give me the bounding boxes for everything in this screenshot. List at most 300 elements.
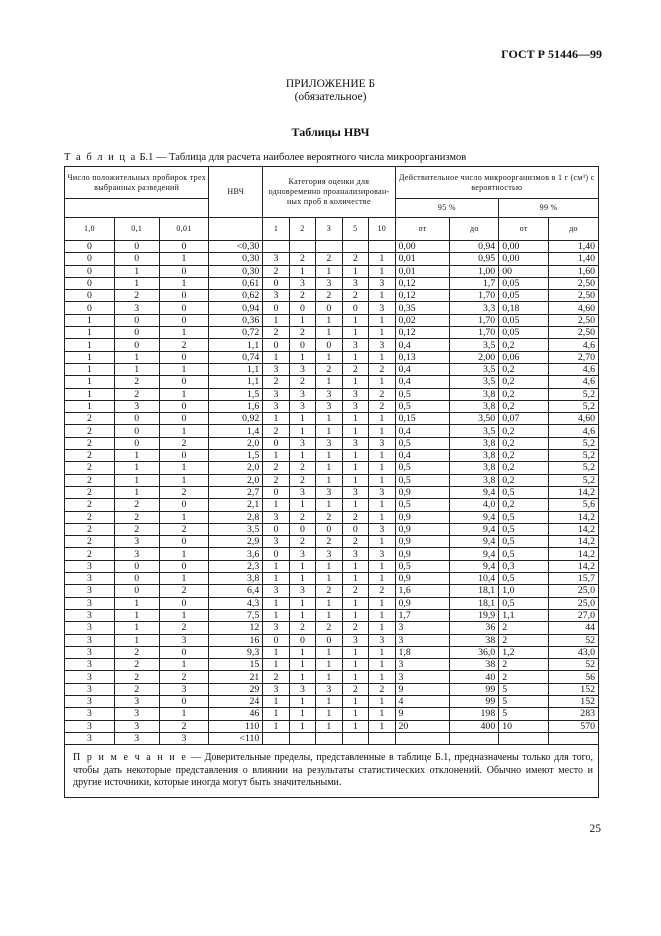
table-cell: 3 — [342, 548, 368, 560]
table-cell: 0,05 — [499, 327, 549, 339]
table-cell: 3 — [342, 486, 368, 498]
table-cell: 3 — [395, 671, 450, 683]
table-cell: 12 — [209, 622, 263, 634]
table-cell: 1 — [289, 314, 315, 326]
table-cell: 3 — [159, 683, 209, 695]
table-cell: 2 — [65, 462, 115, 474]
header-to: до — [450, 218, 499, 241]
table-cell: 0,06 — [499, 351, 549, 363]
header-from: от — [499, 218, 549, 241]
table-row — [65, 339, 599, 351]
table-cell: 0 — [289, 634, 315, 646]
table-cell: 0,94 — [209, 302, 263, 314]
table-cell: 16 — [209, 634, 263, 646]
table-cell: 2 — [159, 585, 209, 597]
table-cell: 14,2 — [549, 536, 599, 548]
table-cell: 0,00 — [395, 241, 450, 253]
table-cell: 3 — [263, 388, 289, 400]
table-row — [65, 314, 599, 326]
table-cell: 1 — [263, 659, 289, 671]
table-cell: 2 — [369, 683, 395, 695]
table-cell: 1 — [289, 560, 315, 572]
table-cell: 4,6 — [549, 363, 599, 375]
table-cell: 3 — [263, 683, 289, 695]
table-cell: 2 — [342, 511, 368, 523]
table-cell: 0 — [263, 486, 289, 498]
table-cell: 3 — [369, 486, 395, 498]
table-cell: 9 — [395, 683, 450, 695]
table-cell: 2 — [114, 659, 159, 671]
table-cell: 1 — [369, 376, 395, 388]
table-cell: 3 — [316, 400, 342, 412]
table-cell — [450, 732, 499, 744]
table-cell: 0,4 — [395, 363, 450, 375]
table-cell: 3 — [369, 634, 395, 646]
table-cell: 3 — [289, 437, 315, 449]
table-cell: 20 — [395, 720, 450, 732]
table-cell: 1 — [342, 560, 368, 572]
table-cell: 1 — [289, 351, 315, 363]
table-cell: 2 — [159, 486, 209, 498]
table-cell: 3,8 — [450, 450, 499, 462]
table-cell — [369, 732, 395, 744]
table-cell: 1 — [65, 400, 115, 412]
table-cell: 3 — [65, 609, 115, 621]
table-cell: 1 — [316, 597, 342, 609]
table-cell: 0 — [263, 339, 289, 351]
table-cell: 0,5 — [499, 597, 549, 609]
table-cell: 3 — [65, 634, 115, 646]
table-cell: 1 — [263, 708, 289, 720]
table-cell: 3 — [65, 560, 115, 572]
table-row — [65, 695, 599, 707]
table-cell: 1 — [159, 327, 209, 339]
table-cell: 3 — [263, 253, 289, 265]
table-cell: 2 — [342, 683, 368, 695]
table-cell: 3 — [65, 732, 115, 744]
table-cell: 1,4 — [209, 425, 263, 437]
table-cell: 1 — [114, 597, 159, 609]
table-cell: 1 — [159, 253, 209, 265]
table-cell: 0,9 — [395, 486, 450, 498]
table-cell: 0,5 — [395, 462, 450, 474]
table-cell: 0 — [159, 314, 209, 326]
table-cell: 38 — [450, 659, 499, 671]
table-row — [65, 327, 599, 339]
table-cell: 1 — [369, 597, 395, 609]
table-cell: 0,9 — [395, 548, 450, 560]
table-cell: 1,1 — [209, 376, 263, 388]
table-cell: 0 — [159, 695, 209, 707]
table-cell: 0,2 — [499, 388, 549, 400]
table-cell: 3 — [65, 573, 115, 585]
table-cell: 0 — [342, 523, 368, 535]
table-cell: 0 — [65, 290, 115, 302]
table-cell: 5 — [499, 708, 549, 720]
table-cell: 1 — [65, 363, 115, 375]
table-cell: 0 — [159, 241, 209, 253]
table-cell: 2 — [159, 720, 209, 732]
header-cat-count: 2 — [289, 218, 315, 241]
table-cell: 3 — [369, 548, 395, 560]
table-cell: 0 — [289, 523, 315, 535]
table-cell — [369, 241, 395, 253]
table-cell: 1 — [369, 474, 395, 486]
table-cell: 1 — [316, 425, 342, 437]
table-cell: 1 — [369, 708, 395, 720]
table-cell: 1 — [316, 450, 342, 462]
table-row — [65, 499, 599, 511]
table-cell: 0,9 — [395, 511, 450, 523]
table-cell: 0 — [263, 523, 289, 535]
table-cell: 0,2 — [499, 339, 549, 351]
table-cell: 4,6 — [549, 376, 599, 388]
table-cell: 5,2 — [549, 388, 599, 400]
table-cell: 110 — [209, 720, 263, 732]
table-cell: 0,4 — [395, 450, 450, 462]
table-cell: 0,2 — [499, 499, 549, 511]
table-cell: <110 — [209, 732, 263, 744]
table-cell: 2 — [65, 437, 115, 449]
table-cell: 2 — [114, 290, 159, 302]
table-cell: 0,5 — [395, 388, 450, 400]
note-text: — Доверительные пределы, представленные в таблице Б.1, предназначены только для того, чтобы дать некоторые представления о влиянии на результаты статистических отклонений. Обычно имеют место и другие источники, которые иногда могут быть значительными. — [73, 752, 593, 789]
table-cell: 3 — [159, 634, 209, 646]
table-cell: 0,62 — [209, 290, 263, 302]
table-cell: 1 — [342, 720, 368, 732]
table-cell: 2 — [316, 363, 342, 375]
table-cell: 2 — [316, 290, 342, 302]
table-cell: 3 — [316, 548, 342, 560]
table-cell: 3 — [114, 536, 159, 548]
table-cell: 2 — [316, 536, 342, 548]
table-cell: 0 — [159, 499, 209, 511]
table-cell: 3,8 — [450, 437, 499, 449]
table-cell: 1,6 — [209, 400, 263, 412]
table-cell: 2 — [342, 363, 368, 375]
table-cell: 21 — [209, 671, 263, 683]
table-cell: 1 — [159, 573, 209, 585]
table-cell: 1 — [263, 560, 289, 572]
table-cell: 2 — [289, 474, 315, 486]
table-cell: 1 — [369, 609, 395, 621]
table-row — [65, 622, 599, 634]
table-cell: 3 — [289, 277, 315, 289]
table-cell: 1 — [342, 659, 368, 671]
table-cell: 1 — [159, 462, 209, 474]
table-cell: 4 — [395, 695, 450, 707]
table-cell: 14,2 — [549, 560, 599, 572]
table-cell: 2 — [114, 523, 159, 535]
table-cell: 3 — [65, 708, 115, 720]
table-cell: 2 — [342, 253, 368, 265]
table-row — [65, 609, 599, 621]
table-cell: 2 — [263, 671, 289, 683]
table-cell: 24 — [209, 695, 263, 707]
table-cell: 36 — [450, 622, 499, 634]
table-cell: 0,5 — [395, 437, 450, 449]
table-cell: 1,60 — [549, 265, 599, 277]
table-cell: 0,2 — [499, 437, 549, 449]
table-cell: 2,9 — [209, 536, 263, 548]
table-cell: 0 — [65, 241, 115, 253]
table-cell: 2 — [499, 622, 549, 634]
table-cell: 0 — [65, 253, 115, 265]
table-cell: 1 — [316, 499, 342, 511]
table-cell: 10,4 — [450, 573, 499, 585]
table-cell: 3 — [65, 720, 115, 732]
table-cell: 3 — [114, 732, 159, 744]
table-row — [65, 659, 599, 671]
table-cell: 0 — [114, 314, 159, 326]
table-row — [65, 376, 599, 388]
mpn-table — [64, 166, 599, 798]
table-cell: 1 — [289, 659, 315, 671]
table-cell: 2 — [289, 462, 315, 474]
table-cell: 3 — [263, 363, 289, 375]
table-cell: 1 — [114, 462, 159, 474]
table-caption-text: Б.1 — Таблица для расчета наиболее вероятного числа микроорганизмов — [136, 152, 467, 163]
table-cell: 18,1 — [450, 585, 499, 597]
table-cell: 2 — [499, 671, 549, 683]
table-cell: 2 — [263, 425, 289, 437]
table-cell: 0 — [65, 265, 115, 277]
table-cell: 3,5 — [450, 363, 499, 375]
table-cell: 0,4 — [395, 376, 450, 388]
table-cell: 0 — [159, 536, 209, 548]
table-cell: 1 — [114, 609, 159, 621]
table-cell: 1 — [316, 671, 342, 683]
table-row — [65, 634, 599, 646]
table-row — [65, 671, 599, 683]
table-cell: 2 — [114, 499, 159, 511]
table-cell: 0,35 — [395, 302, 450, 314]
table-cell: 3 — [263, 536, 289, 548]
table-cell: 0,5 — [499, 573, 549, 585]
page-number: 25 — [589, 823, 601, 835]
table-cell: 2 — [65, 548, 115, 560]
header-p99: 99 % — [499, 199, 599, 218]
table-cell: 0 — [263, 548, 289, 560]
table-cell: 1 — [114, 474, 159, 486]
table-cell: 1,70 — [450, 290, 499, 302]
table-cell: 1 — [289, 450, 315, 462]
table-row — [65, 425, 599, 437]
table-cell: 570 — [549, 720, 599, 732]
table-cell: 1 — [263, 573, 289, 585]
table-cell: 3 — [65, 659, 115, 671]
table-cell: 3,5 — [450, 339, 499, 351]
table-body — [65, 241, 599, 745]
table-cell: 0,12 — [395, 327, 450, 339]
table-cell: 1 — [289, 413, 315, 425]
table-cell: 0,01 — [395, 265, 450, 277]
table-cell: 1 — [263, 499, 289, 511]
table-cell: 2 — [159, 622, 209, 634]
table-cell: 14,2 — [549, 486, 599, 498]
table-cell: 0 — [263, 437, 289, 449]
table-row — [65, 253, 599, 265]
table-cell: 2 — [65, 499, 115, 511]
table-cell: 2 — [289, 376, 315, 388]
table-cell: 2 — [65, 474, 115, 486]
table-cell: 2 — [159, 437, 209, 449]
header-positive-tubes: Число положительных пробирок трех выбранных разведений — [65, 167, 209, 199]
table-cell: 1 — [342, 646, 368, 658]
table-cell: 1 — [263, 450, 289, 462]
table-row — [65, 363, 599, 375]
table-cell: 1 — [65, 388, 115, 400]
table-cell: 1 — [289, 425, 315, 437]
table-cell: 0,4 — [395, 425, 450, 437]
table-cell: 0 — [316, 634, 342, 646]
table-cell: 14,2 — [549, 511, 599, 523]
table-cell: 3 — [263, 622, 289, 634]
table-cell: 3 — [114, 695, 159, 707]
table-cell: 1 — [114, 634, 159, 646]
table-cell: 1,40 — [549, 241, 599, 253]
table-cell: 1 — [369, 695, 395, 707]
table-cell: 3,5 — [450, 376, 499, 388]
table-cell: 1 — [316, 695, 342, 707]
table-cell: 3 — [316, 683, 342, 695]
table-row — [65, 437, 599, 449]
table-cell: 0 — [316, 339, 342, 351]
header-nvch: НВЧ — [209, 167, 263, 218]
table-cell: 0,2 — [499, 363, 549, 375]
table-cell: 2 — [316, 585, 342, 597]
table-cell: 00 — [499, 265, 549, 277]
table-cell: 1 — [65, 339, 115, 351]
table-cell: 2 — [369, 363, 395, 375]
table-cell: 2 — [65, 425, 115, 437]
table-cell — [289, 241, 315, 253]
table-cell: 1 — [159, 659, 209, 671]
table-cell: 1 — [342, 413, 368, 425]
table-cell: 1 — [159, 388, 209, 400]
table-cell — [289, 732, 315, 744]
table-cell: 2 — [369, 585, 395, 597]
table-cell: 1,2 — [499, 646, 549, 658]
table-cell: 0,9 — [395, 536, 450, 548]
header-cat-count: 10 — [369, 218, 395, 241]
table-cell: 1 — [369, 499, 395, 511]
table-cell: 2 — [65, 511, 115, 523]
table-cell: 3 — [342, 437, 368, 449]
table-cell: 1 — [114, 265, 159, 277]
table-row — [65, 732, 599, 744]
table-cell: 2 — [342, 290, 368, 302]
appendix-heading — [0, 78, 661, 104]
header-p95: 95 % — [395, 199, 499, 218]
table-cell: 3 — [342, 339, 368, 351]
table-cell: 1 — [114, 486, 159, 498]
table-cell: 0 — [114, 585, 159, 597]
table-cell: 3 — [65, 671, 115, 683]
table-row — [65, 597, 599, 609]
table-cell: 1 — [316, 573, 342, 585]
table-cell: 3 — [369, 437, 395, 449]
table-cell: 3 — [289, 585, 315, 597]
table-cell: 5 — [499, 683, 549, 695]
table-cell: 0 — [159, 302, 209, 314]
table-cell: 0 — [114, 573, 159, 585]
table-cell: 0,72 — [209, 327, 263, 339]
table-cell: 43,0 — [549, 646, 599, 658]
table-cell: 18,1 — [450, 597, 499, 609]
table-row — [65, 388, 599, 400]
table-row — [65, 351, 599, 363]
table-cell: 5,2 — [549, 437, 599, 449]
table-cell: 0 — [114, 425, 159, 437]
table-cell: 0 — [263, 634, 289, 646]
table-cell: 400 — [450, 720, 499, 732]
table-cell: 2,50 — [549, 290, 599, 302]
table-row — [65, 302, 599, 314]
table-cell: 0,61 — [209, 277, 263, 289]
table-cell: 0 — [263, 302, 289, 314]
table-cell: 5,2 — [549, 450, 599, 462]
table-cell: 0,2 — [499, 462, 549, 474]
table-cell: 1,00 — [450, 265, 499, 277]
table-cell: 9,4 — [450, 511, 499, 523]
table-cell: 2,0 — [209, 437, 263, 449]
table-row — [65, 708, 599, 720]
table-cell: 3,8 — [450, 474, 499, 486]
table-cell: 0,5 — [395, 400, 450, 412]
table-cell: 152 — [549, 695, 599, 707]
table-cell: 1 — [342, 450, 368, 462]
table-cell: 5,2 — [549, 474, 599, 486]
table-cell: 0 — [263, 277, 289, 289]
table-cell: 3 — [369, 523, 395, 535]
table-cell: 1 — [289, 265, 315, 277]
table-cell: 0,5 — [395, 474, 450, 486]
table-cell: 1 — [263, 695, 289, 707]
table-cell: 3 — [263, 400, 289, 412]
table-cell: 1 — [65, 351, 115, 363]
table-cell: 1 — [369, 560, 395, 572]
table-cell: 4,3 — [209, 597, 263, 609]
table-cell: 1 — [342, 425, 368, 437]
table-cell: 2 — [114, 646, 159, 658]
table-cell: 1 — [369, 450, 395, 462]
table-cell — [316, 732, 342, 744]
table-cell: 0,2 — [499, 400, 549, 412]
table-cell: 0,9 — [395, 573, 450, 585]
table-cell: 3 — [342, 388, 368, 400]
table-cell: 2 — [159, 339, 209, 351]
table-cell: 0 — [316, 523, 342, 535]
table-cell: 0 — [159, 351, 209, 363]
table-cell: 1,70 — [450, 314, 499, 326]
table-cell: 2,8 — [209, 511, 263, 523]
table-cell: 52 — [549, 659, 599, 671]
table-cell: 2 — [65, 450, 115, 462]
table-cell: 1 — [114, 622, 159, 634]
table-cell: 15 — [209, 659, 263, 671]
table-cell: 1,8 — [395, 646, 450, 658]
table-cell: 3 — [395, 634, 450, 646]
table-cell: 1 — [369, 253, 395, 265]
table-cell: 0,5 — [499, 511, 549, 523]
table-cell: 0,9 — [395, 523, 450, 535]
table-cell: 0,18 — [499, 302, 549, 314]
table-cell — [395, 732, 450, 744]
table-cell: 3 — [342, 400, 368, 412]
table-cell: 1 — [369, 536, 395, 548]
table-cell: 1 — [159, 474, 209, 486]
